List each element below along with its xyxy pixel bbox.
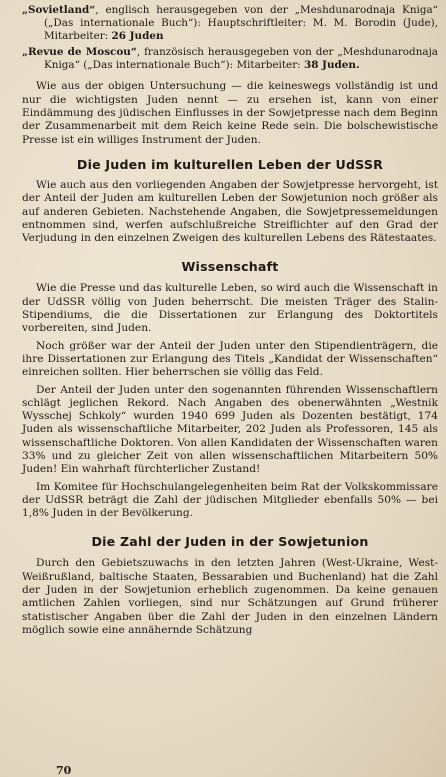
intro-paragraph: Wie aus der obigen Untersuchung — die keineswegs vollständig ist und nur die wichtigsten Juden nennt — zu ersehen ist, kann von einer Eindämmung des jüdischen Einflusses in der Sowjetpresse nach dem Beginn der Zusammenarbeit mit dem Reich keine Rede sein. Die bolschewistische Presse ist ein williges Instrument der Juden.	[22, 80, 438, 146]
science-paragraph-1: Wie die Presse und das kulturelle Leben, so wird auch die Wissenschaft in der UdSSR völlig von Juden beherrscht. Die meisten Träger des Stalin-Stipendiums, die die Dissertationen zur Erlangung des Doktortitels vorbereiten, sind Juden.	[22, 282, 438, 335]
entry-text: , englisch herausgegeben von der „Meshdunarodnaja Kniga“ („Das internationale Buch“): Hauptschriftleiter: M. M. Borodin (Jude), Mitarbeiter:	[44, 4, 438, 43]
entry-title: „Revue de Moscou“	[22, 46, 137, 59]
entry-text: , französisch herausgegeben von der „Meshdunarodnaja Kniga“ („Das internationale Buch“): Mitarbeiter:	[44, 46, 438, 72]
science-paragraph-4: Im Komitee für Hochschulangelegenheiten beim Rat der Volkskommissare der UdSSR beträgt die Zahl der jüdischen Mitglieder ebenfalls 50% — bei 1,8% Juden in der Bevölkerung.	[22, 480, 438, 520]
science-paragraph-2: Noch größer war der Anteil der Juden unter den Stipendienträgern, die ihre Dissertationen zur Erlangung des Titels „Kandidat der Wissenschaften“ einreichen sollten. Hier beherrschen sie völlig das Feld.	[22, 339, 438, 379]
section-heading-science: Wissenschaft	[181, 259, 279, 275]
entry-count: 38 Juden.	[303, 59, 360, 72]
entry-title: „Sovietland“	[22, 4, 96, 16]
entry-count: 26 Juden	[111, 30, 164, 43]
bibliography-entry-revue-de-moscou	[22, 46, 438, 72]
culture-paragraph: Wie auch aus den vorliegenden Angaben der Sowjetpresse hervorgeht, ist der Anteil der Juden am kulturellen Leben der Sowjetunion noch größer als auf anderen Gebieten. Nachstehende Angaben, die Sowjetpressemeldungen entnommen sind, werfen aufschlußreiche Streiflichter auf den Grad der Verjudung in den einzelnen Zweigen des kulturellen Lebens des Rätestaates.	[22, 178, 438, 245]
bibliography-entry-sovietland	[22, 4, 438, 43]
population-paragraph: Durch den Gebietszuwachs in den letzten Jahren (West-Ukraine, West-Weißrußland, baltische Staaten, Bessarabien und Buchenland) hat die Zahl der Juden in der Sowjetunion erheblich zugenommen. Da keine genauen amtlichen Zahlen vorliegen, sind nur Schätzungen auf Grund früherer statistischer Angaben über die Zahl der Juden in den einzelnen Ländern möglich sowie eine annähernde Schätzung	[22, 557, 438, 636]
section-heading-population: Die Zahl der Juden in der Sowjetunion	[91, 534, 369, 550]
section-heading-culture: Die Juden im kulturellen Leben der UdSSR	[76, 156, 384, 172]
science-paragraph-3: Der Anteil der Juden unter den sogenannten führenden Wissenschaftlern schlägt jeglichen Rekord. Nach Angaben des obenerwähnten „Westnik Wysschej Schkoly“ wurden 1940 699 Juden als Dozenten bestätigt, 174 Juden als wissenschaftliche Mitarbeiter, 202 Juden als Professoren, 145 als wissenschaftliche Doktoren. Von allen Kandidaten der Wissenschaften waren 33% und zu gleicher Zeit von allen wissenschaftlichen Mitarbeitern 50% Juden! Ein wahrhaft fürchterlicher Zustand!	[22, 383, 438, 476]
page-number: 70	[56, 764, 72, 777]
